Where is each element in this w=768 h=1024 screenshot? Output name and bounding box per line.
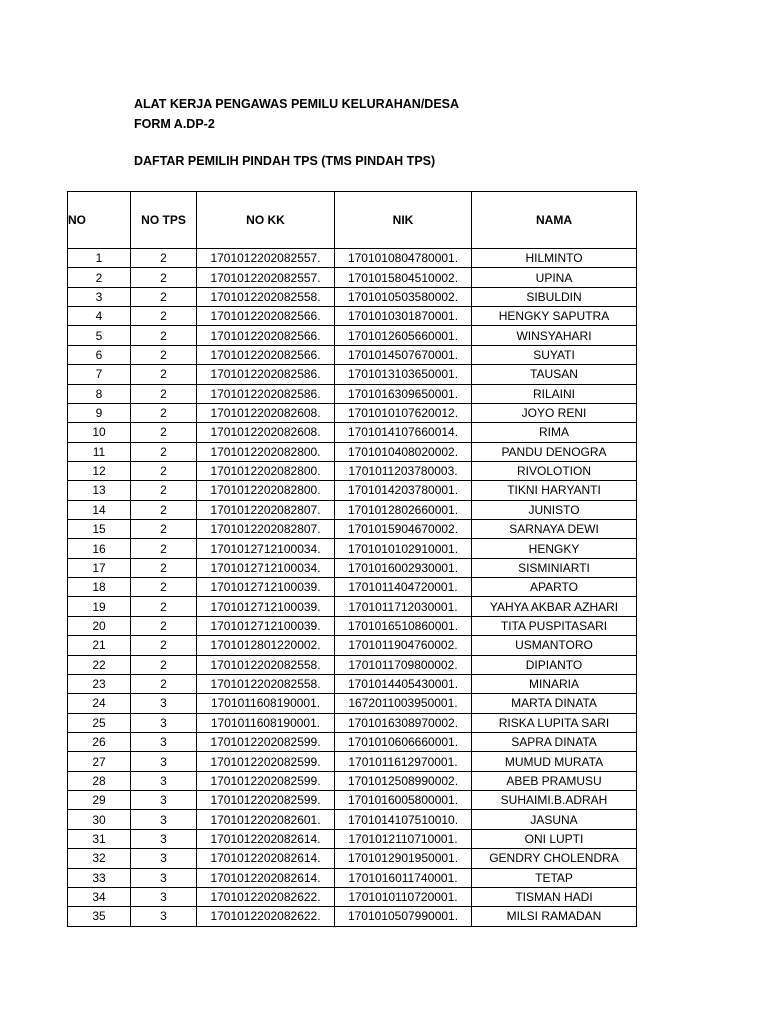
table-row [68, 481, 637, 500]
cell-nama: MUMUD MURATA [472, 752, 637, 771]
table-row [68, 461, 637, 480]
cell-no-kk: 1701012712100034. [197, 558, 335, 577]
cell-no-tps: 2 [131, 287, 197, 306]
header-no: NO [68, 192, 131, 249]
cell-no-kk: 1701012202082807. [197, 520, 335, 539]
cell-no: 2 [68, 268, 131, 287]
cell-no: 25 [68, 713, 131, 732]
cell-no-kk: 1701012202082558. [197, 674, 335, 693]
cell-no-tps: 2 [131, 345, 197, 364]
table-row [68, 345, 637, 364]
cell-no-kk: 1701012712100039. [197, 578, 335, 597]
cell-no-kk: 1701012202082557. [197, 249, 335, 268]
cell-nama: GENDRY CHOLENDRA [472, 849, 637, 868]
table-row [68, 655, 637, 674]
header-no-tps: NO TPS [131, 192, 197, 249]
table-row [68, 307, 637, 326]
table-row [68, 616, 637, 635]
cell-no-kk: 1701012202082599. [197, 791, 335, 810]
cell-no-tps: 3 [131, 752, 197, 771]
table-row [68, 887, 637, 906]
cell-nama: MINARIA [472, 674, 637, 693]
cell-nama: JASUNA [472, 810, 637, 829]
cell-no-tps: 2 [131, 558, 197, 577]
cell-nama: RIMA [472, 423, 637, 442]
cell-no-tps: 2 [131, 326, 197, 345]
table-row [68, 907, 637, 926]
cell-no-kk: 1701012202082599. [197, 732, 335, 751]
cell-no-kk: 1701012202082622. [197, 887, 335, 906]
cell-no: 14 [68, 500, 131, 519]
cell-nama: MARTA DINATA [472, 694, 637, 713]
cell-no: 33 [68, 868, 131, 887]
cell-no-kk: 1701012712100034. [197, 539, 335, 558]
table-row [68, 578, 637, 597]
table-row [68, 558, 637, 577]
cell-nik: 1701012901950001. [335, 849, 472, 868]
header-nama: NAMA [472, 192, 637, 249]
cell-no-kk: 1701012202082599. [197, 771, 335, 790]
cell-nama: SUHAIMI.B.ADRAH [472, 791, 637, 810]
table-row [68, 674, 637, 693]
cell-no-tps: 3 [131, 694, 197, 713]
cell-no: 12 [68, 461, 131, 480]
table-header-row [68, 192, 637, 249]
table-row [68, 791, 637, 810]
cell-no-tps: 2 [131, 461, 197, 480]
table-row [68, 287, 637, 306]
cell-no: 6 [68, 345, 131, 364]
cell-nik: 1701012110710001. [335, 829, 472, 848]
cell-no: 34 [68, 887, 131, 906]
cell-nik: 1701016005800001. [335, 791, 472, 810]
cell-no-tps: 3 [131, 829, 197, 848]
cell-no-tps: 3 [131, 810, 197, 829]
cell-nama: RILAINI [472, 384, 637, 403]
table-row [68, 810, 637, 829]
cell-no-kk: 1701012202082558. [197, 287, 335, 306]
cell-no: 18 [68, 578, 131, 597]
cell-nik: 1701012508990002. [335, 771, 472, 790]
table-row [68, 771, 637, 790]
cell-nik: 1672011003950001. [335, 694, 472, 713]
cell-nama: TITA PUSPITASARI [472, 616, 637, 635]
cell-no: 15 [68, 520, 131, 539]
cell-nik: 1701014203780001. [335, 481, 472, 500]
cell-no-kk: 1701012202082800. [197, 481, 335, 500]
cell-no-tps: 2 [131, 365, 197, 384]
cell-no: 21 [68, 636, 131, 655]
table-row [68, 423, 637, 442]
cell-nama: HENGKY [472, 539, 637, 558]
cell-no-kk: 1701012202082807. [197, 500, 335, 519]
cell-nik: 1701010507990001. [335, 907, 472, 926]
cell-nik: 1701010102910001. [335, 539, 472, 558]
table-row [68, 268, 637, 287]
cell-no-kk: 1701012801220002. [197, 636, 335, 655]
cell-nama: ONI LUPTI [472, 829, 637, 848]
cell-no-tps: 2 [131, 674, 197, 693]
cell-no: 17 [68, 558, 131, 577]
cell-nik: 1701012605660001. [335, 326, 472, 345]
document-subtitle: DAFTAR PEMILIH PINDAH TPS (TMS PINDAH TPS) [134, 154, 436, 168]
cell-nama: SUYATI [472, 345, 637, 364]
cell-nama: WINSYAHARI [472, 326, 637, 345]
cell-no: 9 [68, 403, 131, 422]
form-code: FORM A.DP-2 [134, 117, 215, 131]
cell-nik: 1701010503580002. [335, 287, 472, 306]
cell-no-kk: 1701012202082586. [197, 384, 335, 403]
cell-nik: 1701015804510002. [335, 268, 472, 287]
table-row [68, 636, 637, 655]
cell-no: 22 [68, 655, 131, 674]
cell-nama: APARTO [472, 578, 637, 597]
cell-nama: ABEB PRAMUSU [472, 771, 637, 790]
cell-no: 35 [68, 907, 131, 926]
header-nik: NIK [335, 192, 472, 249]
table-row [68, 500, 637, 519]
cell-nama: RIVOLOTION [472, 461, 637, 480]
table-row [68, 868, 637, 887]
cell-nama: HILMINTO [472, 249, 637, 268]
cell-nama: DIPIANTO [472, 655, 637, 674]
cell-no-tps: 2 [131, 481, 197, 500]
cell-no-tps: 2 [131, 268, 197, 287]
cell-no-tps: 3 [131, 887, 197, 906]
cell-no-tps: 2 [131, 423, 197, 442]
cell-nama: JOYO RENI [472, 403, 637, 422]
cell-nik: 1701010804780001. [335, 249, 472, 268]
cell-nik: 1701012802660001. [335, 500, 472, 519]
table-row [68, 539, 637, 558]
cell-nik: 1701010110720001. [335, 887, 472, 906]
cell-no-kk: 1701012202082608. [197, 423, 335, 442]
cell-no-kk: 1701012202082614. [197, 849, 335, 868]
cell-no-tps: 2 [131, 636, 197, 655]
cell-no: 27 [68, 752, 131, 771]
cell-no: 26 [68, 732, 131, 751]
cell-no: 24 [68, 694, 131, 713]
document-title: ALAT KERJA PENGAWAS PEMILU KELURAHAN/DESA [134, 97, 460, 111]
cell-no-kk: 1701012202082566. [197, 345, 335, 364]
cell-nik: 1701016011740001. [335, 868, 472, 887]
cell-nama: UPINA [472, 268, 637, 287]
cell-no-tps: 3 [131, 713, 197, 732]
cell-no-tps: 2 [131, 539, 197, 558]
cell-nama: TISMAN HADI [472, 887, 637, 906]
cell-no-tps: 2 [131, 616, 197, 635]
cell-nama: HENGKY SAPUTRA [472, 307, 637, 326]
cell-nik: 1701016308970002. [335, 713, 472, 732]
table-row [68, 829, 637, 848]
cell-no-kk: 1701012202082800. [197, 461, 335, 480]
cell-no: 23 [68, 674, 131, 693]
cell-no: 3 [68, 287, 131, 306]
cell-nama: YAHYA AKBAR AZHARI [472, 597, 637, 616]
cell-nik: 1701011712030001. [335, 597, 472, 616]
cell-nik: 1701016002930001. [335, 558, 472, 577]
cell-nik: 1701010301870001. [335, 307, 472, 326]
cell-no-tps: 2 [131, 403, 197, 422]
table-body [68, 249, 637, 927]
table-row [68, 849, 637, 868]
cell-nik: 1701016309650001. [335, 384, 472, 403]
cell-no-tps: 2 [131, 500, 197, 519]
cell-no: 19 [68, 597, 131, 616]
cell-no: 32 [68, 849, 131, 868]
cell-no: 7 [68, 365, 131, 384]
cell-nik: 1701014107510010. [335, 810, 472, 829]
cell-no-kk: 1701012202082557. [197, 268, 335, 287]
table-row [68, 384, 637, 403]
table-row [68, 520, 637, 539]
cell-no-kk: 1701012202082601. [197, 810, 335, 829]
cell-no-tps: 2 [131, 520, 197, 539]
cell-no: 28 [68, 771, 131, 790]
cell-nik: 1701011404720001. [335, 578, 472, 597]
cell-no-tps: 2 [131, 384, 197, 403]
cell-nama: USMANTORO [472, 636, 637, 655]
cell-no-tps: 3 [131, 849, 197, 868]
cell-no: 4 [68, 307, 131, 326]
cell-nik: 1701011203780003. [335, 461, 472, 480]
cell-no: 30 [68, 810, 131, 829]
cell-nama: SIBULDIN [472, 287, 637, 306]
cell-nama: PANDU DENOGRA [472, 442, 637, 461]
cell-nama: TETAP [472, 868, 637, 887]
cell-no: 11 [68, 442, 131, 461]
cell-nama: SAPRA DINATA [472, 732, 637, 751]
cell-no-kk: 1701012202082558. [197, 655, 335, 674]
table-row [68, 732, 637, 751]
cell-nik: 1701010107620012. [335, 403, 472, 422]
table-row [68, 365, 637, 384]
cell-no: 13 [68, 481, 131, 500]
cell-no-kk: 1701011608190001. [197, 713, 335, 732]
cell-no-tps: 2 [131, 655, 197, 674]
cell-nama: SISMINIARTI [472, 558, 637, 577]
cell-no-tps: 2 [131, 307, 197, 326]
cell-nik: 1701010606660001. [335, 732, 472, 751]
cell-nik: 1701011612970001. [335, 752, 472, 771]
table-row [68, 752, 637, 771]
cell-no-kk: 1701012202082566. [197, 326, 335, 345]
cell-nama: TAUSAN [472, 365, 637, 384]
table-row [68, 694, 637, 713]
cell-no-kk: 1701012202082800. [197, 442, 335, 461]
cell-no-kk: 1701012202082599. [197, 752, 335, 771]
cell-no: 31 [68, 829, 131, 848]
cell-no-tps: 2 [131, 597, 197, 616]
cell-nik: 1701010408020002. [335, 442, 472, 461]
table-row [68, 403, 637, 422]
cell-nik: 1701011709800002. [335, 655, 472, 674]
cell-nama: RISKA LUPITA SARI [472, 713, 637, 732]
cell-no-kk: 1701012712100039. [197, 616, 335, 635]
cell-no-kk: 1701012202082566. [197, 307, 335, 326]
cell-nama: SARNAYA DEWI [472, 520, 637, 539]
table-row [68, 249, 637, 268]
cell-no-tps: 3 [131, 732, 197, 751]
header-no-kk: NO KK [197, 192, 335, 249]
table-row [68, 597, 637, 616]
cell-no: 29 [68, 791, 131, 810]
cell-no-kk: 1701012202082614. [197, 829, 335, 848]
table-row [68, 326, 637, 345]
cell-nik: 1701011904760002. [335, 636, 472, 655]
cell-no: 1 [68, 249, 131, 268]
cell-no-kk: 1701011608190001. [197, 694, 335, 713]
cell-nik: 1701015904670002. [335, 520, 472, 539]
cell-nama: JUNISTO [472, 500, 637, 519]
cell-no-tps: 3 [131, 868, 197, 887]
cell-no: 16 [68, 539, 131, 558]
cell-no: 8 [68, 384, 131, 403]
cell-no-kk: 1701012202082608. [197, 403, 335, 422]
cell-nik: 1701013103650001. [335, 365, 472, 384]
cell-nik: 1701016510860001. [335, 616, 472, 635]
cell-nama: TIKNI HARYANTI [472, 481, 637, 500]
cell-no-kk: 1701012202082622. [197, 907, 335, 926]
cell-no-tps: 2 [131, 578, 197, 597]
cell-no: 5 [68, 326, 131, 345]
cell-nik: 1701014507670001. [335, 345, 472, 364]
cell-no-tps: 3 [131, 791, 197, 810]
cell-no-kk: 1701012712100039. [197, 597, 335, 616]
cell-no-kk: 1701012202082586. [197, 365, 335, 384]
table-row [68, 442, 637, 461]
cell-nik: 1701014107660014. [335, 423, 472, 442]
cell-no-tps: 3 [131, 907, 197, 926]
document-header [134, 94, 459, 134]
cell-no: 20 [68, 616, 131, 635]
table-row [68, 713, 637, 732]
cell-no: 10 [68, 423, 131, 442]
cell-no-tps: 2 [131, 442, 197, 461]
cell-nama: MILSI RAMADAN [472, 907, 637, 926]
cell-no-tps: 2 [131, 249, 197, 268]
voter-table [67, 191, 637, 927]
cell-nik: 1701014405430001. [335, 674, 472, 693]
cell-no-tps: 3 [131, 771, 197, 790]
cell-no-kk: 1701012202082614. [197, 868, 335, 887]
